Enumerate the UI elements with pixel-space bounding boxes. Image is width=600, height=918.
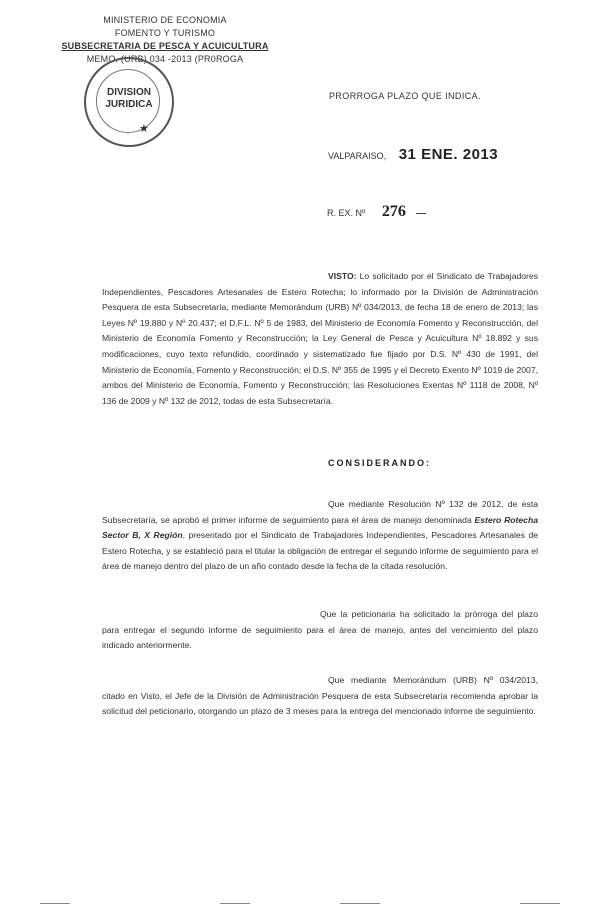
considerando-p1-text-a: Que mediante Resolución Nº 132 de 2012, de esta Subsecretaría, se aprobó el primer informe de seguimiento para el área de manejo denominada: [102, 499, 538, 525]
rex-number: 276: [381, 203, 406, 220]
visto-paragraph: [102, 269, 538, 409]
stamp-line-2: JURIDICA: [105, 99, 153, 110]
management-area-name: Estero Rotecha Sector B, X Región: [102, 514, 538, 541]
visto-label: VISTO:: [328, 271, 357, 281]
stamp-text: [86, 87, 172, 111]
considerando-heading: CONSIDERANDO:: [328, 458, 432, 468]
ministry-name: MINISTERIO DE ECONOMIA: [103, 15, 227, 25]
rex-label: R. EX. Nº: [327, 208, 366, 218]
considerando-paragraph-1: [102, 497, 538, 575]
date: 31 ENE. 2013: [398, 146, 499, 163]
place-and-date: [328, 146, 498, 163]
page-footer-marks: [40, 903, 570, 909]
footer-mark: [340, 903, 380, 904]
considerando-paragraph-2: [102, 607, 538, 654]
footer-mark: [220, 903, 250, 904]
divider: [416, 213, 426, 214]
memo-reference: MEMO. (URB) 034 -2013 (PR0ROGA: [86, 54, 244, 64]
considerando-p2-text: Que la peticionaria ha solicitado la prórroga del plazo para entregar el segundo informe de seguimiento para el área de manejo, antes del vencimiento del plazo indicado anteriormente.: [102, 609, 538, 651]
document-subject: PRORROGA PLAZO QUE INDICA.: [329, 91, 481, 101]
star-icon: ★: [139, 123, 149, 135]
considerando-p1-text-b: , presentado por el Sindicato de Trabajadores Independientes, Pescadores Artesanales de Estero Rotecha, y se estableció para el titular la obligación de entregar el segundo informe de seguimiento para el área de manejo dentro del plazo de un año contado desde la fecha de la citada resolución.: [102, 530, 539, 572]
division-juridica-stamp: [84, 57, 174, 147]
letterhead: [50, 14, 280, 66]
footer-mark: [520, 903, 560, 904]
stamp-line-1: DIVISION: [107, 87, 151, 98]
subsecretaria-name: SUBSECRETARIA DE PESCA Y ACUICULTURA: [61, 41, 269, 51]
footer-mark: [40, 903, 70, 904]
ministry-subtitle: FOMENTO Y TURISMO: [114, 28, 216, 38]
considerando-p3-text: Que mediante Memorándum (URB) Nº 034/2013, citado en Visto, el Jefe de la División de Administración Pesquera de esta Subsecretaría recomienda aprobar la solicitud del peticionario, otorgando un plazo de 3 meses para la entrega del mencionado informe de seguimiento.: [102, 675, 538, 717]
place: VALPARAISO,: [328, 151, 387, 161]
visto-text: Lo solicitado por el Sindicato de Trabajadores Independientes, Pescadores Artesanales de Estero Rotecha; lo informado por la División de Administración Pesquera de esta Subsecretaría, mediante Memorándum (URB) Nº 034/2013, de fecha 18 de enero de 2013; las Leyes Nº 19.880 y Nº 20.437; el D.F.L. Nº 5 de 1983, del Ministerio de Economía Fomento y Reconstrucción, del Ministerio de Economía Fomento y Reconstrucción; la Ley General de Pesca y Acuicultura Nº 18.892 y sus modificaciones, cuyo texto refundido, coordinado y sistematizado fue fijado por D.S. Nº 430 de 1991, del Ministerio de Economía, Fomento y Reconstrucción; el D.S. Nº 355 de 1995 y el Decreto Exento Nº 1019 de 2007, ambos del Ministerio de Economía, Fomento y Reconstrucción; las Resoluciones Exentas Nº 1118 de 2008, Nº 136 de 2009 y Nº 132 de 2012, todas de esta Subsecretaría.: [102, 271, 538, 406]
considerando-paragraph-3: [102, 673, 538, 720]
resolution-number: [327, 203, 426, 221]
